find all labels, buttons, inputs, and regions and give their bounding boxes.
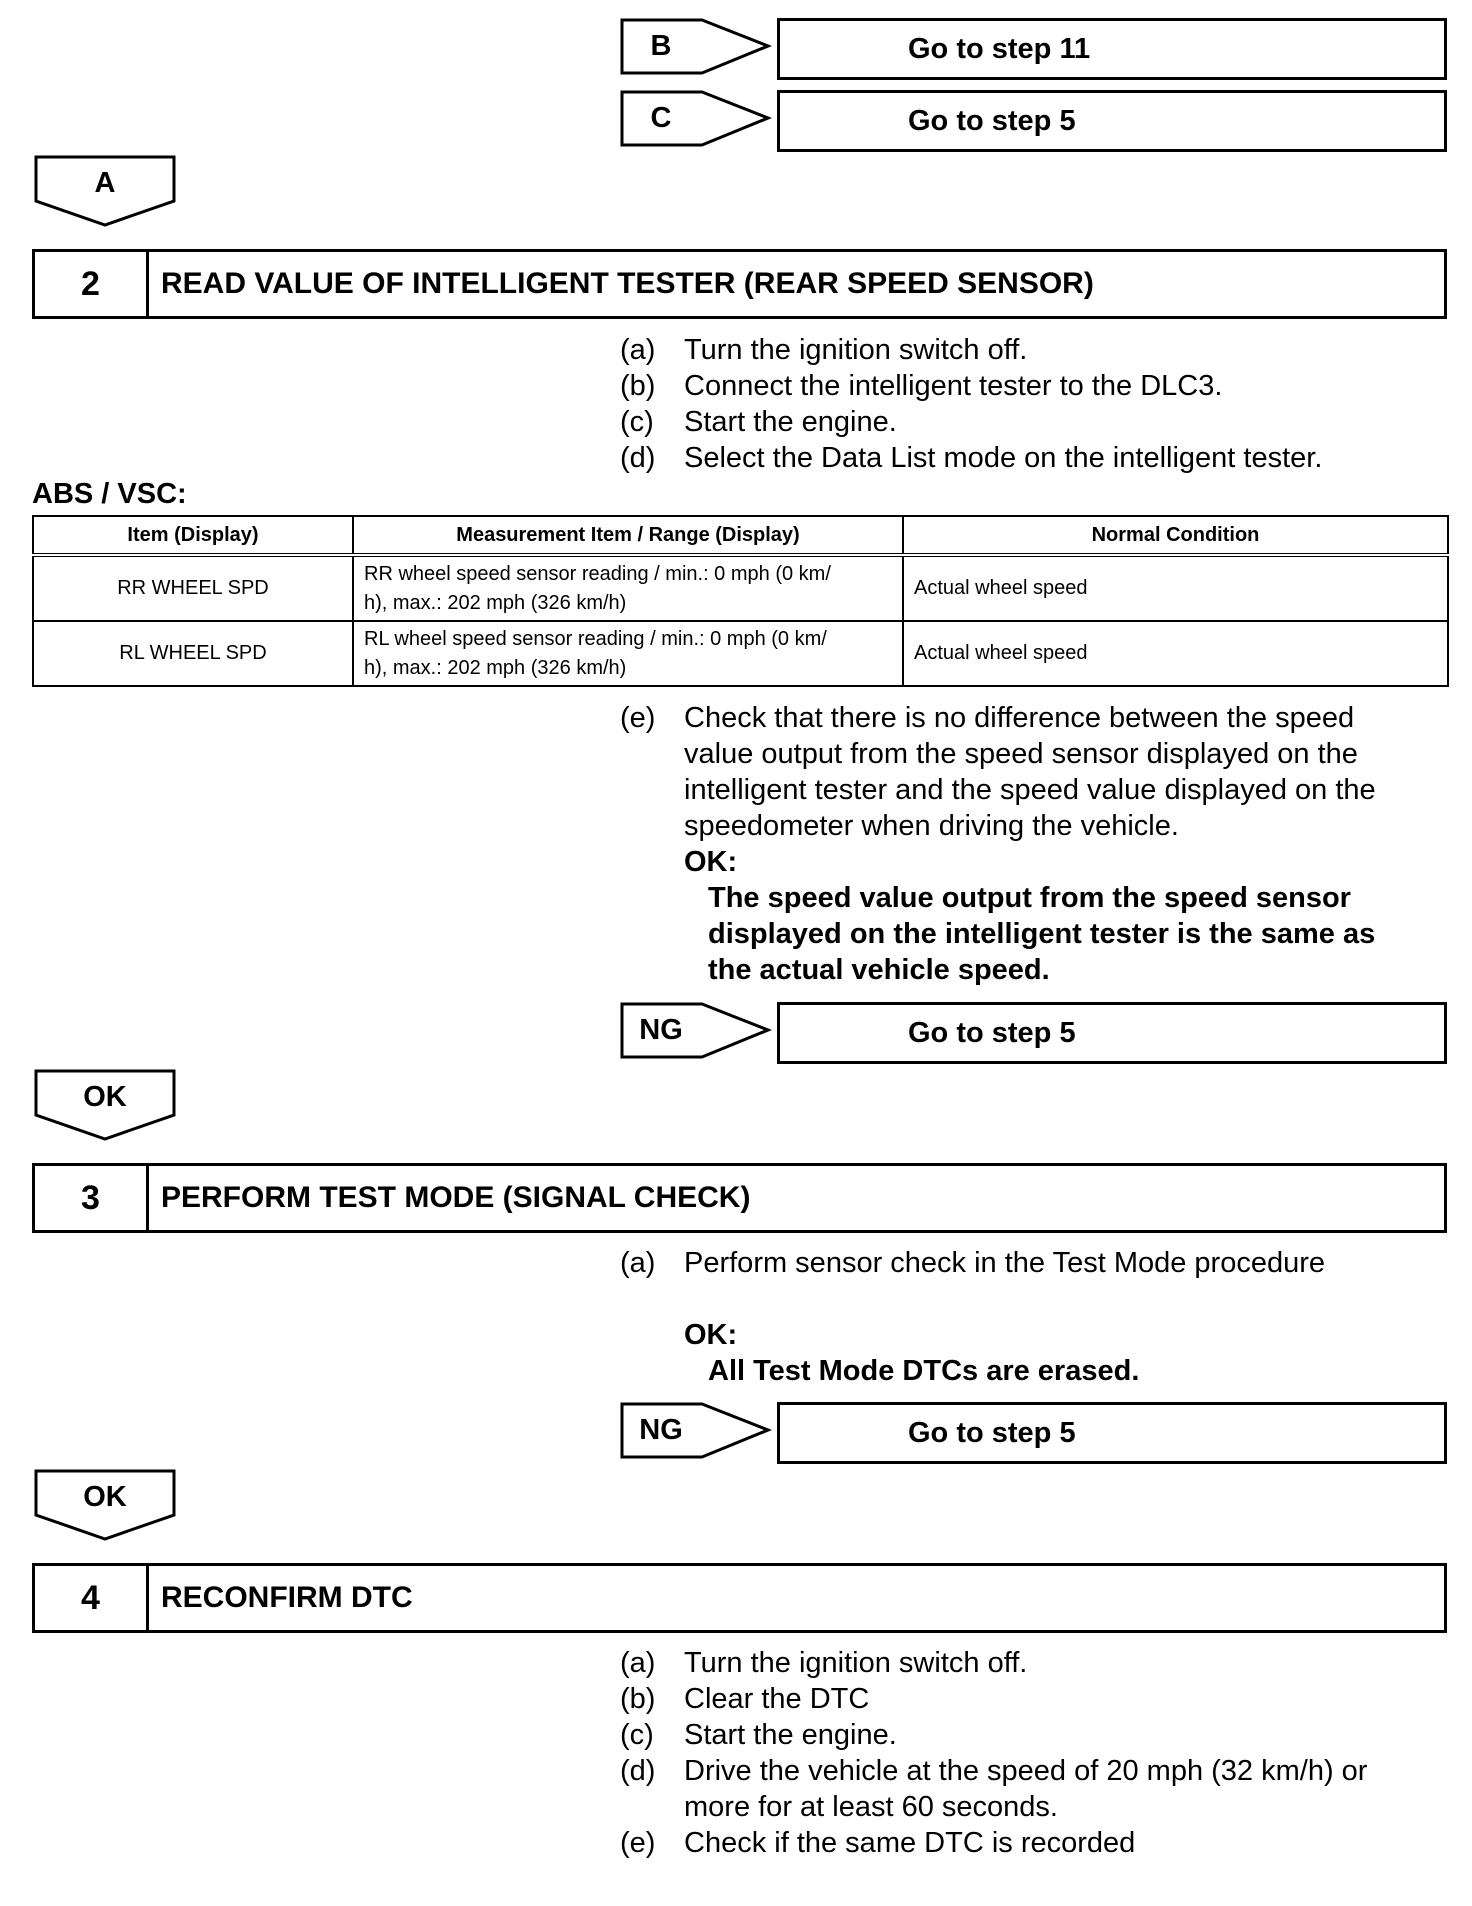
check-line: value output from the speed sensor displayed on the bbox=[684, 738, 1358, 770]
instruction-text: Drive the vehicle at the speed of 20 mph (32 km/h) or bbox=[684, 1755, 1368, 1787]
instruction-text: Turn the ignition switch off. bbox=[684, 334, 1028, 366]
step3-ng-arrow bbox=[620, 1402, 770, 1459]
instruction-label: (a) bbox=[620, 1247, 656, 1279]
step-4-title: RECONFIRM DTC bbox=[161, 1581, 413, 1614]
instruction-text: Turn the ignition switch off. bbox=[684, 1647, 1028, 1679]
result-b-target[interactable] bbox=[777, 18, 1447, 80]
step3-ok-text: All Test Mode DTCs are erased. bbox=[708, 1355, 1140, 1387]
data-list-table bbox=[32, 515, 1449, 687]
ng-target-text: Go to step 5 bbox=[908, 1016, 1076, 1049]
ng-label: NG bbox=[639, 1014, 683, 1046]
down-arrow-ok-step2 bbox=[34, 1069, 176, 1141]
table-header-row bbox=[33, 516, 1448, 555]
step-3-header bbox=[32, 1163, 1447, 1233]
instruction-text: Start the engine. bbox=[684, 406, 897, 438]
instruction-text: Perform sensor check in the Test Mode procedure bbox=[684, 1247, 1326, 1279]
instruction-text: more for at least 60 seconds. bbox=[684, 1791, 1058, 1823]
table-cell-measurement bbox=[353, 555, 903, 621]
result-c-target-text: Go to step 5 bbox=[908, 104, 1076, 137]
result-c-arrow bbox=[620, 90, 770, 147]
ok-line: displayed on the intelligent tester is the same as bbox=[708, 918, 1376, 950]
instruction-text: Check if the same DTC is recorded bbox=[684, 1827, 1136, 1859]
step3-ok-label: OK: bbox=[684, 1319, 738, 1351]
step-4-header bbox=[32, 1563, 1447, 1633]
ok-line: The speed value output from the speed sensor bbox=[708, 882, 1351, 914]
table-row bbox=[33, 621, 1448, 686]
measurement-line: RR wheel speed sensor reading / min.: 0 mph (0 km/ bbox=[364, 562, 831, 585]
instruction-label: (d) bbox=[620, 1755, 656, 1787]
instruction-label: (d) bbox=[620, 442, 656, 474]
down-arrow-a bbox=[34, 155, 176, 227]
table-cell-normal: Actual wheel speed bbox=[903, 555, 1448, 621]
step2-check-text bbox=[684, 700, 1424, 988]
instruction-text: Select the Data List mode on the intelligent tester. bbox=[684, 442, 1323, 474]
table-header-normal: Normal Condition bbox=[903, 516, 1448, 555]
table-title: ABS / VSC: bbox=[32, 478, 187, 510]
result-c-target[interactable] bbox=[777, 90, 1447, 152]
instruction-label: (a) bbox=[620, 1647, 656, 1679]
measurement-line: h), max.: 202 mph (326 km/h) bbox=[364, 591, 627, 614]
table-row bbox=[33, 555, 1448, 621]
instruction-text: Start the engine. bbox=[684, 1719, 897, 1751]
down-arrow-label: OK bbox=[83, 1481, 127, 1513]
table-header-item: Item (Display) bbox=[33, 516, 353, 555]
step-4-number: 4 bbox=[35, 1566, 149, 1630]
instruction-label: (c) bbox=[620, 406, 654, 438]
instruction-label: (a) bbox=[620, 334, 656, 366]
result-c-label: C bbox=[650, 102, 672, 134]
step-2-header bbox=[32, 249, 1447, 319]
check-line: intelligent tester and the speed value displayed on the bbox=[684, 774, 1376, 806]
instruction-text: Connect the intelligent tester to the DLC3. bbox=[684, 370, 1223, 402]
table-header-measurement: Measurement Item / Range (Display) bbox=[353, 516, 903, 555]
ng-label: NG bbox=[639, 1414, 683, 1446]
ok-line: the actual vehicle speed. bbox=[708, 954, 1050, 986]
down-arrow-ok-step3 bbox=[34, 1469, 176, 1541]
measurement-line: RL wheel speed sensor reading / min.: 0 mph (0 km/ bbox=[364, 627, 827, 650]
instruction-text: Clear the DTC bbox=[684, 1683, 870, 1715]
check-line: Check that there is no difference between the speed bbox=[684, 702, 1355, 734]
table-cell-item: RL WHEEL SPD bbox=[33, 621, 353, 686]
result-b-target-text: Go to step 11 bbox=[908, 32, 1091, 65]
ok-label: OK: bbox=[684, 846, 738, 878]
instruction-label: (c) bbox=[620, 1719, 654, 1751]
result-b-label: B bbox=[650, 30, 672, 62]
measurement-line: h), max.: 202 mph (326 km/h) bbox=[364, 656, 627, 679]
step-2-title: READ VALUE OF INTELLIGENT TESTER (REAR SPEED SENSOR) bbox=[161, 267, 1094, 300]
instruction-label: (e) bbox=[620, 702, 656, 734]
ng-target-text: Go to step 5 bbox=[908, 1416, 1076, 1449]
step2-ng-arrow bbox=[620, 1002, 770, 1059]
down-arrow-label: OK bbox=[83, 1081, 127, 1113]
table-cell-normal: Actual wheel speed bbox=[903, 621, 1448, 686]
step-3-number: 3 bbox=[35, 1166, 149, 1230]
step2-ng-target[interactable] bbox=[777, 1002, 1447, 1064]
down-arrow-a-label: A bbox=[94, 167, 116, 199]
instruction-label: (b) bbox=[620, 1683, 656, 1715]
step3-ng-target[interactable] bbox=[777, 1402, 1447, 1464]
check-line: speedometer when driving the vehicle. bbox=[684, 810, 1179, 842]
result-b-arrow bbox=[620, 18, 770, 75]
instruction-label: (b) bbox=[620, 370, 656, 402]
table-cell-measurement bbox=[353, 621, 903, 686]
instruction-label: (e) bbox=[620, 1827, 656, 1859]
step-3-title: PERFORM TEST MODE (SIGNAL CHECK) bbox=[161, 1181, 751, 1214]
step-2-number: 2 bbox=[35, 252, 149, 316]
table-cell-item: RR WHEEL SPD bbox=[33, 555, 353, 621]
